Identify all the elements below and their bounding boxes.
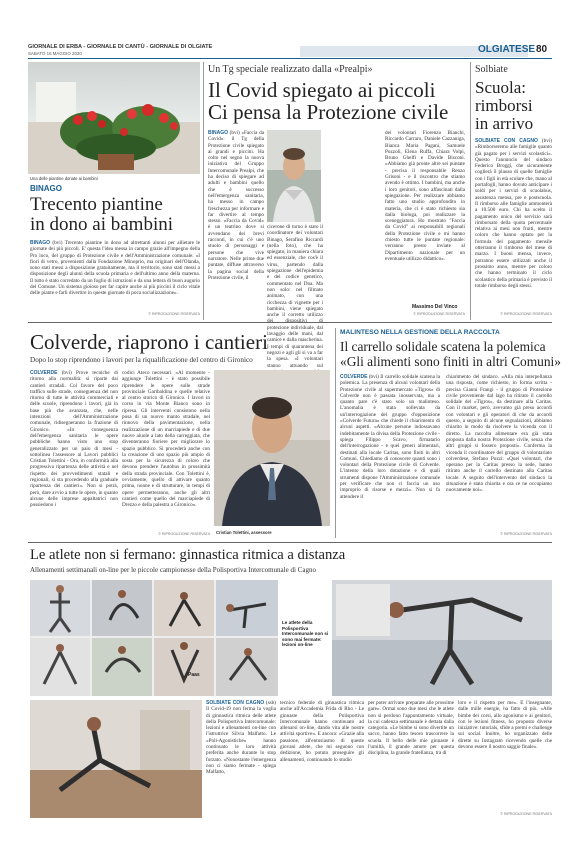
divider-h-1 — [28, 322, 552, 323]
atlete-col2-text: tecnico federale di ginnastica ritmica anche all'Accademia Frida di Rho - Le ginnaste della Polisportiva Intercomunale hanno continuato ad allenarsi on-line, dando vita alle nostre attività sportive». E ancora: «Grazie alla passione, all'entusiasmo di queste giovani atlete, che mi seguono con dedizione, ho potuto proseguire gli allenamenti, continuando lo studio — [280, 700, 364, 763]
divider-v-mid — [335, 328, 336, 538]
colverde-subtitle: Dopo lo stop riprendono i lavori per la riqualificazione del centro di Gironico — [30, 356, 253, 364]
covid-col2 — [267, 130, 323, 369]
covid-col4-text: dei volontari Fiorenzo Bianchi, Riccardo Carraro, Daniele Cazzaniga, Bianca Maria Pagani, Samuele Pozzoli, Elena Ruffa, Chiara Volpi, Bruno Ghelfi e Davide Bisconi. «Abbiamo già pronte altre sei puntate - precisa il responsabile Renzo Grisoni - e il riscontro che stiamo avendo è ottimo. I bambini, ma anche i loro genitori, sono affascinati dalla spiegazione. Per realizzare abbiamo fatto uno studio approfondito in materia, che ci è stato richiesto sia dalla biologa, poi realizzare la sceneggiatura. Ho mostrato "Faccia da Covid" ai responsabili regionali della Protezione civile e mi hanno chiesto tutte le puntate regionale: verranno presto inviate al Dipartimento nazionale per un eventuale utilizzo didattico». — [385, 130, 465, 262]
covid-col1-text: «Faccia da Covid»: il Tg della Protezione civile spiegato ai grandi e piccini. Ha colto nel segno la nuova iniziativa del Gruppo Intercomunale Prealpi, che ha deciso di spiegare ad adulti e bambini quello che è successo nell'emergenza sanitaria, ha messo in campo freschezza per informare e far divertire al tempo stesso. «Faccia da Covid» è un teatrino dove si avvendano dei brevi racconti, in cui c'è uno stuolo di personaggi e persone che vive narratore. Nelle prime due puntate, diffuse attraverso la pagina social della Protezione civile, il — [208, 130, 264, 281]
covid-col4 — [385, 130, 465, 306]
carrello-credit: © RIPRODUZIONE RISERVATA — [500, 532, 552, 536]
atlete-by-paren: (ssb) — [265, 700, 276, 706]
covid-signoff: Massimo Del Vinco — [412, 304, 458, 310]
tolettini-caption: Cristian Tolettini, assessore — [216, 530, 272, 535]
plants-by-paren: (bvi) — [52, 240, 63, 246]
solbiate-body — [475, 138, 552, 308]
carrello-title-line1: Il carrello solidale scatena la polemica — [340, 339, 546, 354]
covid-kicker: Un Tg speciale realizzato dalla «Prealpi» — [208, 64, 373, 75]
covid-by-paren: (bvi) — [229, 130, 240, 136]
plants-title-line2: in dono ai bambini — [30, 214, 174, 235]
covid-title — [208, 79, 448, 123]
divider-h-2 — [28, 542, 552, 543]
atlete-subtitle: Allenamenti settimanali on-line per le piccole campionesse della Polisportiva Intercomunale di Cagno — [30, 566, 316, 574]
solbiate-title-line1: Scuola: — [475, 78, 526, 97]
atlete-col3 — [368, 700, 454, 818]
atlete-photo-right — [332, 580, 552, 696]
atlete-collage — [30, 580, 278, 696]
carrello-title-line2: «Gli alimenti sono finiti in altri Comuni» — [340, 354, 561, 369]
solbiate-byline: SOLBIATE CON CAGNO — [475, 138, 538, 144]
tolettini-photo — [214, 370, 330, 526]
carrello-kicker: MALINTESO NELLA GESTIONE DELLA RACCOLTA — [340, 329, 500, 336]
carrello-by-paren: (bvi) — [368, 374, 379, 380]
gymnast-home-illustration — [30, 700, 202, 818]
atlete-photo-caption: Le atlete della Polisportiva Intercomunale non si sono mai fermate: lezioni on-line — [282, 620, 329, 648]
solbiate-kicker: Solbiate — [475, 64, 508, 75]
page-number: 80 — [536, 44, 548, 55]
atlete-col1-text: Il Covid-19 non ferma la voglia di ginnastica ritmica delle atlete della Polisportiva Intercomunale: lezioni e allenamenti on-line con l'istruttrice Silvia Malfatto. Le «Poli-Agonistiche» hanno continuato le loro attività preferita anche durante lo stop forzato. «Nonostante l'emergenza non ci siamo fermate - spiega Malfatto, — [206, 706, 276, 776]
divider-v-left — [203, 62, 204, 320]
section-name: OLGIATESE — [478, 44, 536, 55]
solbiate-title-line2: rimborsi — [475, 96, 533, 115]
atlete-photo-bottom — [30, 700, 202, 818]
plants-title-line1: Trecento piantine — [30, 194, 163, 215]
plants-byline: BINAGO — [30, 240, 50, 246]
tolettini-illustration — [214, 370, 330, 526]
carrello-col2 — [446, 374, 552, 528]
covid-title-line1: Il Covid spiegato ai piccoli — [208, 78, 436, 102]
atlete-photo-tag: Paas — [188, 672, 200, 678]
solbiate-title-line3: in arrivo — [475, 114, 534, 133]
masthead — [0, 0, 580, 64]
atlete-col4 — [458, 700, 552, 810]
colverde-byline: COLVERDE — [30, 370, 58, 376]
covid-byline: BINAGO — [208, 130, 228, 136]
solbiate-by-paren: (bvi) — [541, 138, 552, 144]
plants-kicker: BINAGO — [30, 184, 62, 193]
covid-credit: © RIPRODUZIONE RISERVATA — [413, 312, 465, 316]
atlete-byline: SOLBIATE CON CAGNO — [206, 700, 265, 706]
atlete-col1 — [206, 700, 276, 818]
plants-title — [30, 195, 173, 235]
gymnast-portrait-illustration — [332, 580, 552, 696]
atlete-credit: © RIPRODUZIONE RISERVATA — [500, 812, 552, 816]
plants-body — [30, 240, 200, 310]
solbiate-body-text: «Rimborseremo alle famiglie quanto già pagato per i servizi scolastici». Questo l'annuncio del sindaco Federico Broggi, che sicuramente coglierà il plauso di quelle famiglie con i figli in età scolare che, mano al portafogli, hanno dovuto anticipare i soldi per i servizi di scuolabus, assistenza mensa, pre e postscuola. Il rimborso alle famiglie ammonterà a 10.500 euro. Chi ha scelto il pagamento unico del servizio sarà rimborsato della quota percentuale relativa ai mesi non fruiti, mentre coloro che hanno optato per la formula del pagamento mensile otterranno il rimborso del mese di marzo. I buoni mensa, invece, potranno essere utilizzati anche il prossimo anno, mentre per coloro che hanno terminato il ciclo scolastico della primaria è previsto il totale rimborso degli stessi. — [475, 144, 552, 289]
atlete-col4-text: loro e il rispetto per me». E l'insegnante, dalle mille energie, ha fatto di più. «Alle bimbe dei corsi, allo agonismo e ai genitori, con le lezioni fitness, ho proposto diverse iniziative: tutorials, sfide a premi e challenge sui social. Inoltre, ho organizzato delle dirette su Instagram ricevendo quelle che devono essere il nostro saggio finale». — [458, 700, 552, 751]
solbiate-title — [475, 79, 533, 133]
plants-photo-caption: Una delle piantine donate ai bambini — [30, 176, 98, 181]
atlete-col3-text: per poter arrivare preparate alle prossime gare». Ormai sono due mesi che le atlete non si perdono l'appuntamento virtuale, la cui cadenza settimanale è dettata dalla categoria. «Le bimbe si sono divertite un sacco, hanno fatto tesoro trascorrere la scuola. Il bello delle mie ginnaste è l'umiltà, il grande amore per questa disciplina, la grande fratellanza, tra di — [368, 700, 454, 757]
covid-col2-text: cicerone di turno è stato il coordinatore dei volontari Binago, Serafino Riccardi (nella foto), che ha spiegato, in maniera chiara ed essenziale, che cos'è il virus, partendo dalla spiegazione dell'epidemia e del codice genetico, commentato nel Dna. Ma non solo: nel filmato animato, con una ricchezza di vignette per i bambini, viene spiegato anche il corretto utilizzo protezione individuale, dal lavaggio delle mani, dal camice e dalla mascherina. I tempi di quarantena dei negozi e agli gli si va a far la spesa. «I volontari stanno attuando sul — [267, 224, 323, 369]
plants-body-text: Trecento piantine in dono ad altrettanti alunni per allietare le giornate dei più piccoli. E' questa l'idea messa in campo grazie all'impegno della Pro loco, del gruppo di Protezione civile e dell'Amministrazione comunale. «I fiori di vetro, provenienti dalla Fondazione Minoprio, ma originari dell'Olanda, sono stati messi a disposizione gratuitamente, ma il territorio, sono stati messi a disposizione degli alunni della scuola primaria e dell'ultimo anno della materna. Il tutto è stato corredato da un foglio di istruzioni e da una lettera di buon augurio del Comune. Un sistema gioioso per far capire anche ai più piccini il ciclo vitale delle piante e farli divertire in queste giornate di poca socializzazione». — [30, 240, 201, 297]
colverde-col2 — [122, 370, 210, 530]
carrello-col1 — [340, 374, 440, 534]
gymnasts-collage-illustration — [30, 580, 278, 696]
masthead-papers: GIORNALE DI ERBA - GIORNALE DI CANTÙ - GIORNALE DI OLGIATE — [28, 44, 213, 50]
masthead-date: SABATO 16 MAGGIO 2020 — [28, 51, 82, 56]
colverde-col2-text: codici Ateco necessari. «Al momento - aggiunge Tolettini - è stato possibile riprendere le opere sulle strade provinciale Garibaldina e quelle relative al centro storico di Gironico. I lavori in corso in via Monte Bianco sono in ripresa. Gli interventi consistono nella posa di un nuovo manto stradale, nel rinnovo della pavimentazione, nella realizzazione di un marciapiede e di due nuove aiuole a lato della carreggiata, che diventeranno fioriere per migliorare lo spazio pubblico. Si procederà anche con la creazione di uno spazio più ampio di sosta per la sicurezza di coloro che devono prendere l'autobus in prossimità della strada provinciale. Con Tolettini è, ovviamente, quello di attivare quanto prima, nonne e di strutturare, in tempi di opere permetteranno, anche gli altri cantieri come quello del marciapiede di Drezzo e della palestra a Gironico». — [122, 370, 210, 509]
covid-title-line2: Ci pensa la Protezione civile — [208, 100, 449, 124]
covid-col1 — [208, 130, 264, 316]
colverde-col1 — [30, 370, 118, 538]
plants-credit: © RIPRODUZIONE RISERVATA — [148, 312, 200, 316]
plants-illustration — [28, 62, 200, 174]
carrello-byline: COLVERDE — [340, 374, 368, 380]
colverde-title: Colverde, riaprono i cantieri — [30, 330, 268, 354]
solbiate-credit: © RIPRODUZIONE RISERVATA — [500, 312, 552, 316]
atlete-col2 — [280, 700, 364, 818]
carrello-col2-text: chiarimento del sindaco. «Alla mia interpellanza una risposta, come richiesto, in forma scritta - precisa Gianni Frangi - il gruppo di Protezione civile proveniente dal lago ha ritirato il carrello solidale del «Tigros», da destinare alla Caritas. Con il market, però, avevamo già preso accordi con volontari e gli operatori di che da accordi questo, a seguito di alcune segnalazioni, abbiamo chiarito in modo da risolvere la vicenda con il diretto. La raccolta alimentare era già stata proposta dalla nostra Protezione civile, senza che altri gruppi si fossero proposti». Conferma la vicenda il coordinatore del gruppo di volontariato colverdese, Stefano Pozzi: «Quei volontari, che operano per la Caritas presso la sede, hanno ritirato anche il carrello destinato alla Caritas locale. A seguito dell'intervento del sindaco la situazione è stata chiarita e ora ce ne occupiamo nuovamente noi». — [446, 374, 552, 494]
carrello-title — [340, 339, 561, 369]
plants-photo — [28, 62, 200, 174]
atlete-title: Le atlete non si fermano: ginnastica ritmica a distanza — [30, 547, 346, 563]
colverde-by-paren: (bvi) — [61, 370, 72, 376]
covid-col2-photo-space — [267, 130, 323, 224]
colverde-credit: © RIPRODUZIONE RISERVATA — [158, 532, 210, 536]
colverde-col1-text: Prove tecniche di ritorno alla normalità: si riparte dai cantieri stradali. Col favore del poco traffico sulle strade, conseguenza del non ritorno di tutte le attività commerciali e delle scuole, riprendono i lavori, già in base più che avanzata, che, nelle intenzioni dell'Amministrazione comunale, ridisegneranno la frazione di Gironico. «In conseguenza dell'emergenza sanitaria le opere pubbliche hanno visto uno stop generalizzato per un paio di mesi - sottolinea l'assessore ai Lavori pubblici Cristian Tolettini - Ora, in conformità alla progressiva ripartenza delle attività e nel rispetto dei provvedimenti statali e regionali, si sta procedendo alla graduale ripartenza dei cantieri». Non si potrà, però, dare avvio a tutte le opere, in quanto alcune delle imprese appaltatrici non possiedono i — [30, 370, 118, 509]
masthead-rule — [28, 58, 552, 59]
covid-col3 — [326, 130, 382, 316]
divider-v-right — [470, 62, 471, 320]
carrello-col1-text: Il carrello solidale scatena la polemica. La presenza di alcuni volontari della Protezione civile al supermercato «Tigros» di Colverde non è passata inosservata, ma a quanto pare c'è stato solo un malinteso. L'anomalia è stata sollevata da un'interrogazione del gruppo d'opposizione «Colverde Futura» che chiede il chiarimento di alcuni aspetti. «Alcune persone indossavano indebitamente la divisa della Protezione civile - spiega Filippo Scavo, firmatario dell'interrogazione - e quei generi alimentari, destinati alla locale Caritas, sono finiti in altri Comuni. Chiediamo di conoscere quanti sono i volontari della Protezione civile di Colverde. L'intento della loro dotazione e di quali strumenti dispone l'Amministrazione comunale per verificare che non ci faccia un uso improprio di risorse e mezzi». Non si fa attendere il — [340, 374, 440, 500]
